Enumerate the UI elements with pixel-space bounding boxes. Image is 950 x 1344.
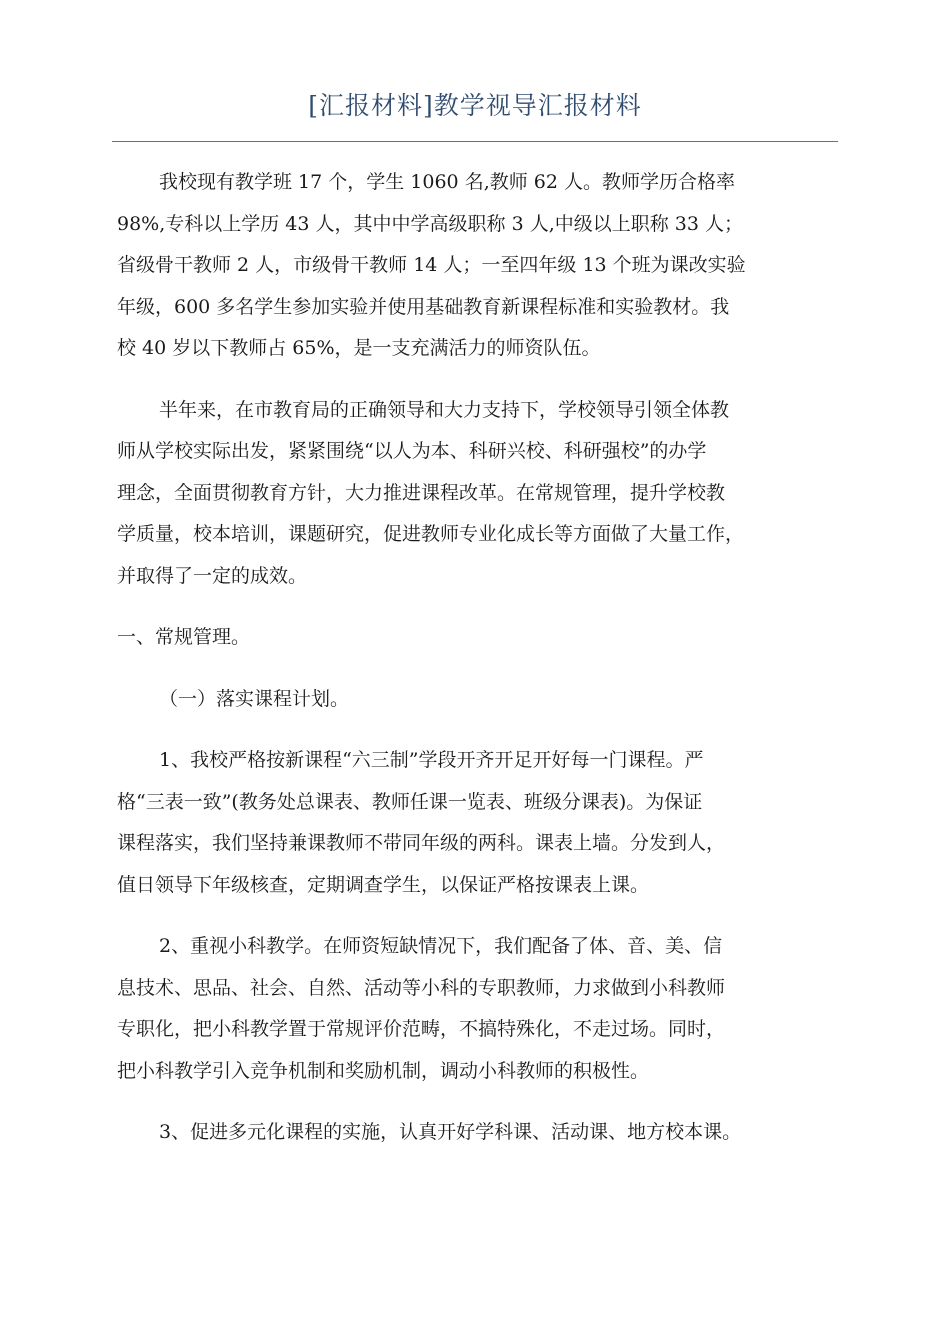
title-divider bbox=[112, 141, 838, 142]
text-line: 值日领导下年级核查，定期调查学生，以保证严格按课表上课。 bbox=[117, 873, 650, 896]
document-body bbox=[117, 162, 837, 1174]
paragraph-summary bbox=[117, 390, 837, 598]
text-line: 学质量，校本培训，课题研究，促进教师专业化成长等方面做了大量工作， bbox=[117, 523, 745, 545]
list-item-2 bbox=[117, 926, 837, 1092]
text-line: 2、重视小科教学。在师资短缺情况下，我们配备了体、音、美、信 bbox=[159, 935, 723, 957]
list-item-1 bbox=[117, 740, 837, 906]
subsection-heading: （一）落实课程计划。 bbox=[159, 687, 350, 710]
text-line: 息技术、思品、社会、自然、活动等小科的专职教师，力求做到小科教师 bbox=[117, 976, 726, 999]
text-line: 校 40 岁以下教师占 65%，是一支充满活力的师资队伍。 bbox=[117, 337, 601, 359]
text-line: 年级，600 多名学生参加实验并使用基础教育新课程标准和实验教材。我 bbox=[117, 295, 730, 318]
section-heading: 一、常规管理。 bbox=[117, 626, 251, 648]
text-line: 半年来，在市教育局的正确领导和大力支持下，学校领导引领全体教 bbox=[159, 398, 730, 421]
list-item-3 bbox=[117, 1112, 837, 1154]
text-line: 课程落实，我们坚持兼课教师不带同年级的两科。课表上墙。分发到人， bbox=[117, 832, 726, 854]
paragraph-intro bbox=[117, 162, 837, 370]
text-line: 3、促进多元化课程的实施，认真开好学科课、活动课、地方校本课。 bbox=[159, 1121, 742, 1143]
text-line: 1、我校严格按新课程“六三制”学段开齐开足开好每一门课程。严 bbox=[159, 749, 704, 771]
text-line: 并取得了一定的成效。 bbox=[117, 564, 308, 587]
text-line: 把小科教学引入竞争机制和奖励机制，调动小科教师的积极性。 bbox=[117, 1059, 650, 1082]
text-line: 我校现有教学班 17 个，学生 1060 名,教师 62 人。教师学历合格率 bbox=[159, 171, 735, 193]
text-line: 98%,专科以上学历 43 人，其中中学高级职称 3 人,中级以上职称 33 人； bbox=[117, 212, 743, 235]
text-line: 省级骨干教师 2 人，市级骨干教师 14 人；一至四年级 13 个班为课改实验 bbox=[117, 254, 746, 276]
text-line: 格“三表一致”(教务处总课表、教师任课一览表、班级分课表)。为保证 bbox=[117, 790, 703, 813]
text-line: 专职化，把小科教学置于常规评价范畴，不搞特殊化，不走过场。同时， bbox=[117, 1018, 726, 1040]
text-line: 理念，全面贯彻教育方针，大力推进课程改革。在常规管理，提升学校教 bbox=[117, 481, 726, 504]
text-line: 师从学校实际出发，紧紧围绕“以人为本、科研兴校、科研强校”的办学 bbox=[117, 440, 707, 462]
document-title: [汇报材料]教学视导汇报材料 bbox=[308, 91, 642, 120]
